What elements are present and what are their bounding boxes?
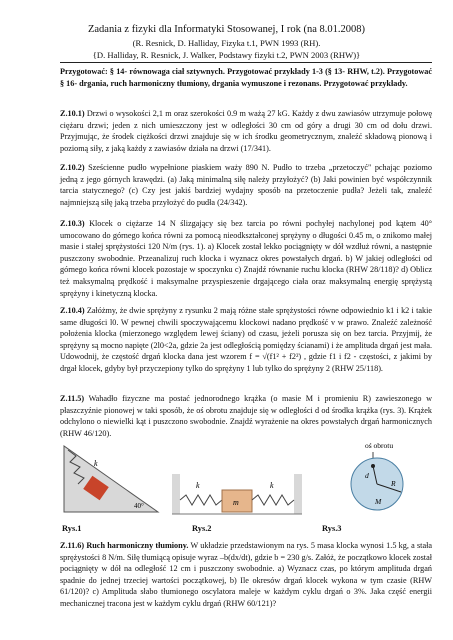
figure-two-springs xyxy=(172,470,302,518)
document-title: Zadania z fizyki dla Informatyki Stosowanej, I rok (na 8.01.2008) xyxy=(87,24,365,35)
caption-rys2: Rys.2 xyxy=(192,524,212,533)
problem-id: Z.10.1) xyxy=(60,109,85,118)
spring-2-icon xyxy=(252,495,294,505)
problem-id: Z.10.2) xyxy=(60,163,85,172)
mass-label: m xyxy=(233,498,239,507)
problem-id: Z.10.3) xyxy=(60,219,85,228)
intro-paragraph: Przygotować: § 14- równowaga ciał sztywnych. Przygotować przykłady 1-3 (§ 13- RHW, t.2). Przygotować § 16- drgania, ruch harmoniczny tłumiony, drgania wymuszone i rezonans. Przygotować przykłady. xyxy=(60,67,432,88)
incline-plane xyxy=(64,446,158,512)
R-label: R xyxy=(391,479,396,488)
problem-11-5 xyxy=(60,393,432,439)
problem-10-2 xyxy=(60,162,432,208)
M-label: M xyxy=(375,497,382,506)
problem-10-4 xyxy=(60,305,432,375)
spring-label: k xyxy=(94,459,98,468)
figure-incline xyxy=(62,440,162,520)
problem-10-1 xyxy=(60,108,432,154)
problem-text: Klocek o ciężarze 14 N ślizgający się bez tarcia po równi pochyłej nachylonej pod kątem 40° umocowano do górnego końca równi za pomocą nieodkształconej sprężyny o długości 0.45 m, o znikomo małej masie i stałej sprężystości 120 N/m (rys. 1). a) Klocek został lekko pociągnięty w dół wzdłuż równi, a następnie puszczony swobodnie. Przeanalizuj ruch klocka i wyznacz okres powstałych drgań. b) W jakiej odległości od górnego końca równi klocek pozostaje w spoczynku c) Znajdź równanie ruchu klocka (RHW 28/118)? d) Oblicz też maksymalną prędkość i maksymalne przyspieszenie drgającego ciała oraz maksymalną energię sprężystą sprężyny i kinetyczną klocka. xyxy=(60,219,432,298)
right-wall xyxy=(294,474,302,514)
problem-text: Drzwi o wysokości 2,1 m oraz szerokości 0.9 m ważą 27 kG. Każdy z dwu zawiasów utrzymuje połowę ciężaru drzwi; jeden z nich umieszczony jest w odległości 30 cm od góry a drugi 30 cm od dołu drzwi. Przyjmując, że środek ciężkości drzwi znajduje się w ich środku geometrycznym, znaleźć składową pionową i poziomą siły, z jaką każdy z zawiasów działa na drzwi (17/341). xyxy=(60,109,432,153)
problem-id: Z.11.6) Ruch harmoniczny tłumiony. xyxy=(60,541,189,550)
problem-id: Z.11.5) xyxy=(60,394,85,403)
problem-11-6 xyxy=(60,540,432,610)
problem-text: Załóżmy, że dwie sprężyny z rysunku 2 mają różne stałe sprężystości równe odpowiednio k1 i k2 i takie same długości l0. W pewnej chwili spoczywającemu klockowi nadano prędkość v w prawo. Znaleźć zależność położenia klocka (mierzonego względem lewej ściany) od czasu, jeżeli porusza się on bez tarcia. Przyjmij, że sprężyny są mocno napięte (2l0<2a, gdzie 2a jest odległością pomiędzy ścianami) i że amplituda drgań jest mała. Udowodnij, że częstość drgań klocka dana jest wzorem f = √(f1² + f2²) , gdzie f1 i f2 - częstości, z jakimi by drgał klocek, gdyby był przyczepiony tylko do sprężyny 1 lub tylko do sprężyny 2 (RHW 25/118). xyxy=(60,306,432,373)
axis-label: oś obrotu xyxy=(365,441,394,450)
problem-id: Z.10.4) xyxy=(60,306,85,315)
spring-2-label: k xyxy=(270,481,274,490)
header-divider xyxy=(60,62,432,63)
d-label: d xyxy=(365,471,369,480)
problem-text: Sześcienne pudło wypełnione piaskiem waży 890 N. Pudło to trzeba „przetoczyć" pchając poziomo jedną z jego górnych krawędzi. (a) Jaką minimalną siłę należy przyłożyć? (b) Jaki powinien być współczynnik tarcia statycznego? (c) Czy jest jakiś bardziej wydajny sposób na przetoczenie pudła? Jeżeli tak, znaleźć najmniejszą siłę jaką trzeba przyłożyć do pudła (24/342). xyxy=(60,163,432,207)
reference-line-1: (R. Resnick, D. Halliday, Fizyka t.1, PWN 1993 (RH). xyxy=(132,38,321,48)
figure-pendulum-disc xyxy=(325,438,435,520)
reference-line-2: {D. Halliday, R. Resnick, J. Walker, Podstawy fizyki t.2, PWN 2003 (RHW)} xyxy=(92,50,361,60)
spring-1-icon xyxy=(180,495,222,505)
problem-10-3 xyxy=(60,218,432,299)
problem-text: Wahadło fizyczne ma postać jednorodnego krążka (o masie M i promieniu R) zawieszonego w płaszczyźnie pionowej w taki sposób, że oś obrotu znajduje się w odległości d od środka krążka (rys. 3). Krążek odchylono o niewielki kąt i puszczono swobodnie. Znajdź wyrażenie na okres powstałych drgań harmonicznych (RHW 46/120). xyxy=(60,394,432,438)
problem-text: W układzie przedstawionym na rys. 5 masa klocka wynosi 1.5 kg, a stała sprężystości 8 N/m. Siłę tłumiącą opisuje wyraz –b(dx/dt), gdzie b = 230 g/s. Załóż, że początkowo klocek został pociągnięty w dół na odległość 12 cm i puszczony swobodnie. a) Wyznacz czas, po którym amplituda drgań spadnie do jednej trzeciej wartości początkowej, b) Ile okresów drgań klocek wykona w tym czasie (RHW 61/120)? c) Amplituda słabo tłumionego oscylatora maleje w każdym cyklu drgań o 3%. Jaka część energii mechanicznej tracona jest w każdym cyklu drgań (RHW 60/121)? xyxy=(60,541,432,608)
caption-rys3: Rys.3 xyxy=(322,524,342,533)
left-wall xyxy=(172,474,180,514)
angle-label: 40° xyxy=(134,502,144,510)
spring-1-label: k xyxy=(196,481,200,490)
caption-rys1: Rys.1 xyxy=(62,524,82,533)
